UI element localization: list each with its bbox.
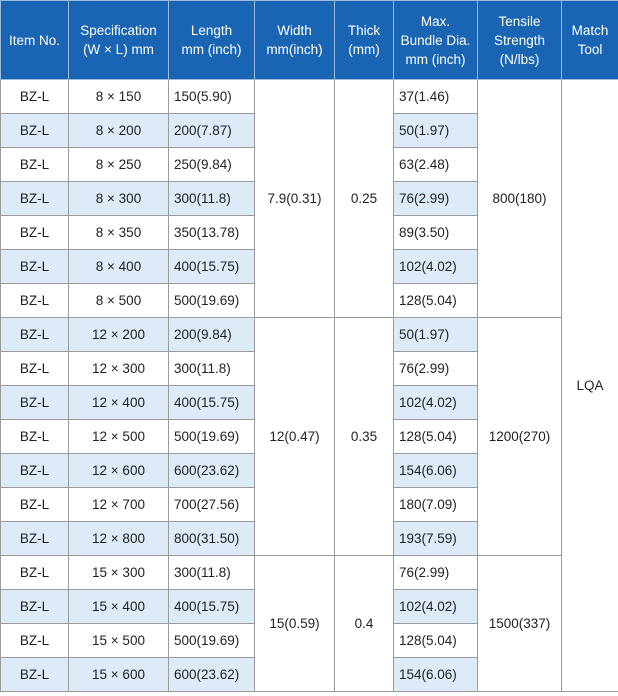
- bundle-dia-cell: 76(2.99): [394, 556, 478, 590]
- item-no-cell: BZ-L: [1, 216, 69, 250]
- tensile-strength-cell: 800(180): [478, 80, 562, 318]
- tensile-strength-header: [478, 1, 562, 80]
- length-cell: 150(5.90): [169, 80, 255, 114]
- tensile-strength-cell: 1500(337): [478, 556, 562, 692]
- specification-cell: 15 × 500: [69, 624, 169, 658]
- specification-cell: 8 × 200: [69, 114, 169, 148]
- header-label: Length: [190, 23, 233, 38]
- item-no-header: [1, 1, 69, 80]
- bundle-dia-cell: 89(3.50): [394, 216, 478, 250]
- bundle-dia-header: [394, 1, 478, 80]
- specification-cell: 8 × 500: [69, 284, 169, 318]
- length-cell: 500(19.69): [169, 284, 255, 318]
- bundle-dia-cell: 76(2.99): [394, 182, 478, 216]
- specification-cell: 12 × 400: [69, 386, 169, 420]
- specification-cell: 12 × 600: [69, 454, 169, 488]
- item-no-cell: BZ-L: [1, 556, 69, 590]
- header-label: Bundle Dia.: [400, 32, 471, 48]
- length-cell: 300(11.8): [169, 182, 255, 216]
- item-no-cell: BZ-L: [1, 658, 69, 692]
- bundle-dia-cell: 102(4.02): [394, 386, 478, 420]
- item-no-cell: BZ-L: [1, 386, 69, 420]
- length-cell: 200(7.87): [169, 114, 255, 148]
- specification-cell: 15 × 400: [69, 590, 169, 624]
- bundle-dia-cell: 128(5.04): [394, 284, 478, 318]
- bundle-dia-cell: 128(5.04): [394, 624, 478, 658]
- length-header: [169, 1, 255, 80]
- item-no-cell: BZ-L: [1, 80, 69, 114]
- bundle-dia-cell: 128(5.04): [394, 420, 478, 454]
- width-cell: 12(0.47): [255, 318, 335, 556]
- header-label: mm (inch): [405, 51, 466, 67]
- thick-cell: 0.35: [335, 318, 394, 556]
- width-cell: 15(0.59): [255, 556, 335, 692]
- length-cell: 400(15.75): [169, 590, 255, 624]
- header-label: Max.: [420, 13, 451, 29]
- match-tool-cell: LQA: [562, 80, 618, 692]
- bundle-dia-cell: 102(4.02): [394, 590, 478, 624]
- bundle-dia-cell: 50(1.97): [394, 114, 478, 148]
- header-label: (mm): [348, 42, 380, 57]
- header-label: Item No.: [8, 32, 60, 48]
- length-cell: 500(19.69): [169, 420, 255, 454]
- table-row: [1, 318, 618, 352]
- specification-cell: 8 × 150: [69, 80, 169, 114]
- length-cell: 200(9.84): [169, 318, 255, 352]
- bundle-dia-cell: 102(4.02): [394, 250, 478, 284]
- header-label: Strength: [493, 32, 546, 48]
- header-label: (N/lbs): [499, 51, 540, 67]
- specification-cell: 15 × 300: [69, 556, 169, 590]
- specification-cell: 12 × 700: [69, 488, 169, 522]
- specification-cell: 15 × 600: [69, 658, 169, 692]
- table-row: [1, 556, 618, 590]
- header-label: Width: [277, 23, 312, 38]
- bundle-dia-cell: 76(2.99): [394, 352, 478, 386]
- specification-cell: 12 × 800: [69, 522, 169, 556]
- header-label: Specification: [80, 23, 157, 38]
- match-tool-header: [562, 1, 618, 80]
- thick-cell: 0.25: [335, 80, 394, 318]
- item-no-cell: BZ-L: [1, 250, 69, 284]
- header-label: mm (inch): [181, 42, 242, 57]
- specification-cell: 8 × 400: [69, 250, 169, 284]
- specification-cell: 8 × 350: [69, 216, 169, 250]
- header-row: [1, 1, 618, 80]
- header-label: Tool: [577, 42, 603, 57]
- item-no-cell: BZ-L: [1, 114, 69, 148]
- header-label: Thick: [347, 23, 381, 38]
- specification-cell: 12 × 500: [69, 420, 169, 454]
- specification-cell: 8 × 300: [69, 182, 169, 216]
- length-cell: 250(9.84): [169, 148, 255, 182]
- bundle-dia-cell: 63(2.48): [394, 148, 478, 182]
- thick-header: [335, 1, 394, 80]
- table-body: [1, 80, 618, 692]
- table-row: [1, 80, 618, 114]
- item-no-cell: BZ-L: [1, 284, 69, 318]
- length-cell: 800(31.50): [169, 522, 255, 556]
- item-no-cell: BZ-L: [1, 454, 69, 488]
- header-label: (W × L) mm: [83, 42, 154, 57]
- item-no-cell: BZ-L: [1, 488, 69, 522]
- length-cell: 500(19.69): [169, 624, 255, 658]
- item-no-cell: BZ-L: [1, 352, 69, 386]
- specification-cell: 12 × 200: [69, 318, 169, 352]
- width-header: [255, 1, 335, 80]
- specification-cell: 12 × 300: [69, 352, 169, 386]
- header-label: Tensile: [498, 13, 541, 29]
- item-no-cell: BZ-L: [1, 318, 69, 352]
- bundle-dia-cell: 154(6.06): [394, 658, 478, 692]
- item-no-cell: BZ-L: [1, 148, 69, 182]
- bundle-dia-cell: 180(7.09): [394, 488, 478, 522]
- bundle-dia-cell: 50(1.97): [394, 318, 478, 352]
- item-no-cell: BZ-L: [1, 624, 69, 658]
- length-cell: 300(11.8): [169, 352, 255, 386]
- specification-header: [69, 1, 169, 80]
- specification-cell: 8 × 250: [69, 148, 169, 182]
- length-cell: 400(15.75): [169, 386, 255, 420]
- item-no-cell: BZ-L: [1, 182, 69, 216]
- length-cell: 400(15.75): [169, 250, 255, 284]
- length-cell: 600(23.62): [169, 658, 255, 692]
- bundle-dia-cell: 37(1.46): [394, 80, 478, 114]
- bundle-dia-cell: 193(7.59): [394, 522, 478, 556]
- header-label: mm(inch): [266, 42, 323, 57]
- length-cell: 700(27.56): [169, 488, 255, 522]
- length-cell: 600(23.62): [169, 454, 255, 488]
- item-no-cell: BZ-L: [1, 590, 69, 624]
- item-no-cell: BZ-L: [1, 522, 69, 556]
- length-cell: 300(11.8): [169, 556, 255, 590]
- header-label: Match: [571, 23, 609, 38]
- item-no-cell: BZ-L: [1, 420, 69, 454]
- bundle-dia-cell: 154(6.06): [394, 454, 478, 488]
- tensile-strength-cell: 1200(270): [478, 318, 562, 556]
- thick-cell: 0.4: [335, 556, 394, 692]
- width-cell: 7.9(0.31): [255, 80, 335, 318]
- length-cell: 350(13.78): [169, 216, 255, 250]
